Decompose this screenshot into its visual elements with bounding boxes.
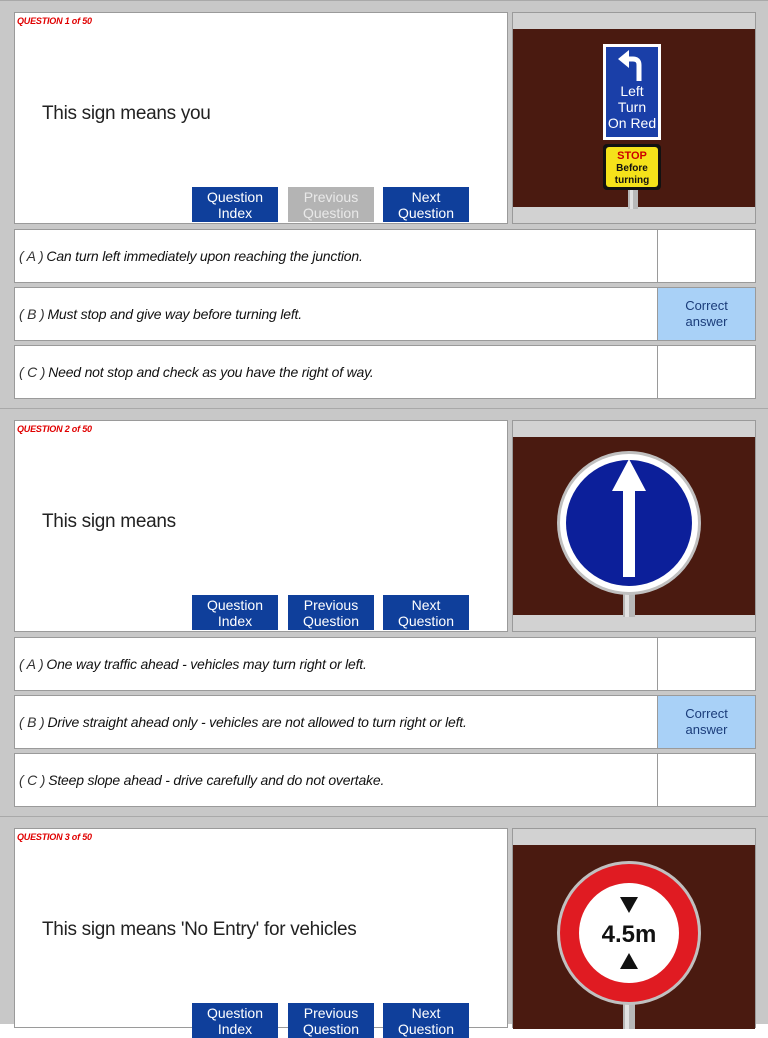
question-block-2 — [0, 408, 768, 816]
question-panel — [14, 12, 508, 224]
question-text: This sign means you — [42, 103, 211, 124]
height-limit-value: 4.5m — [601, 921, 657, 948]
answer-result-cell — [657, 638, 755, 690]
question-text: This sign means — [42, 511, 176, 532]
answer-option-c[interactable] — [14, 345, 756, 399]
next-question-button[interactable]: Next Question — [383, 187, 469, 222]
answer-text: Steep slope ahead - drive carefully and do not overtake. — [48, 772, 385, 788]
sign-line-1: Left — [620, 83, 644, 99]
question-block-3 — [0, 816, 768, 1037]
answer-option-a[interactable] — [14, 229, 756, 283]
question-index-button[interactable]: Question Index — [192, 595, 278, 630]
next-question-button[interactable]: Next Question — [383, 1003, 469, 1038]
question-panel — [14, 828, 508, 1037]
previous-question-button[interactable]: Previous Question — [288, 187, 374, 222]
question-text: This sign means 'No Entry' for vehicles — [42, 919, 357, 940]
question-number: QUESTION 2 of 50 — [17, 424, 92, 434]
answer-text: Drive straight ahead only - vehicles are not allowed to turn right or left. — [47, 714, 467, 730]
next-question-button[interactable]: Next Question — [383, 595, 469, 630]
question-index-button[interactable]: Question Index — [192, 187, 278, 222]
question-number: QUESTION 3 of 50 — [17, 832, 92, 842]
answer-option-b[interactable] — [14, 695, 756, 749]
answer-option-c[interactable] — [14, 753, 756, 807]
sign-image-panel — [512, 420, 756, 632]
answer-text: Must stop and give way before turning left. — [47, 306, 302, 322]
sign-stop-line-3: turning — [614, 175, 650, 186]
question-index-button[interactable]: Question Index — [192, 1003, 278, 1038]
sign-image-panel — [512, 828, 756, 1028]
left-turn-on-red-sign — [513, 29, 755, 209]
height-limit-sign — [513, 845, 755, 1029]
straight-ahead-only-sign — [513, 437, 755, 617]
question-block-1 — [0, 0, 768, 408]
previous-question-button[interactable]: Previous Question — [288, 1003, 374, 1038]
answer-text: Can turn left immediately upon reaching the junction. — [46, 248, 363, 264]
correct-answer-badge: Correct answer — [657, 696, 755, 748]
sign-line-3: On Red — [607, 115, 657, 131]
sign-stop: STOP — [617, 150, 647, 162]
answer-text: Need not stop and check as you have the right of way. — [48, 364, 374, 380]
previous-question-button[interactable]: Previous Question — [288, 595, 374, 630]
answer-letter: ( B ) — [19, 306, 45, 322]
answer-letter: ( A ) — [19, 656, 44, 672]
answer-result-cell — [657, 754, 755, 806]
answer-text: One way traffic ahead - vehicles may turn right or left. — [46, 656, 367, 672]
answer-result-cell — [657, 230, 755, 282]
answer-result-cell — [657, 346, 755, 398]
question-panel — [14, 420, 508, 632]
question-number: QUESTION 1 of 50 — [17, 16, 92, 26]
correct-answer-badge: Correct answer — [657, 288, 755, 340]
sign-stop-line-2: Before — [616, 163, 648, 174]
answer-option-b[interactable] — [14, 287, 756, 341]
sign-image-panel — [512, 12, 756, 224]
sign-line-2: Turn — [617, 99, 647, 115]
answer-letter: ( C ) — [19, 772, 46, 788]
answer-letter: ( A ) — [19, 248, 44, 264]
answer-letter: ( B ) — [19, 714, 45, 730]
answer-letter: ( C ) — [19, 364, 46, 380]
answer-option-a[interactable] — [14, 637, 756, 691]
